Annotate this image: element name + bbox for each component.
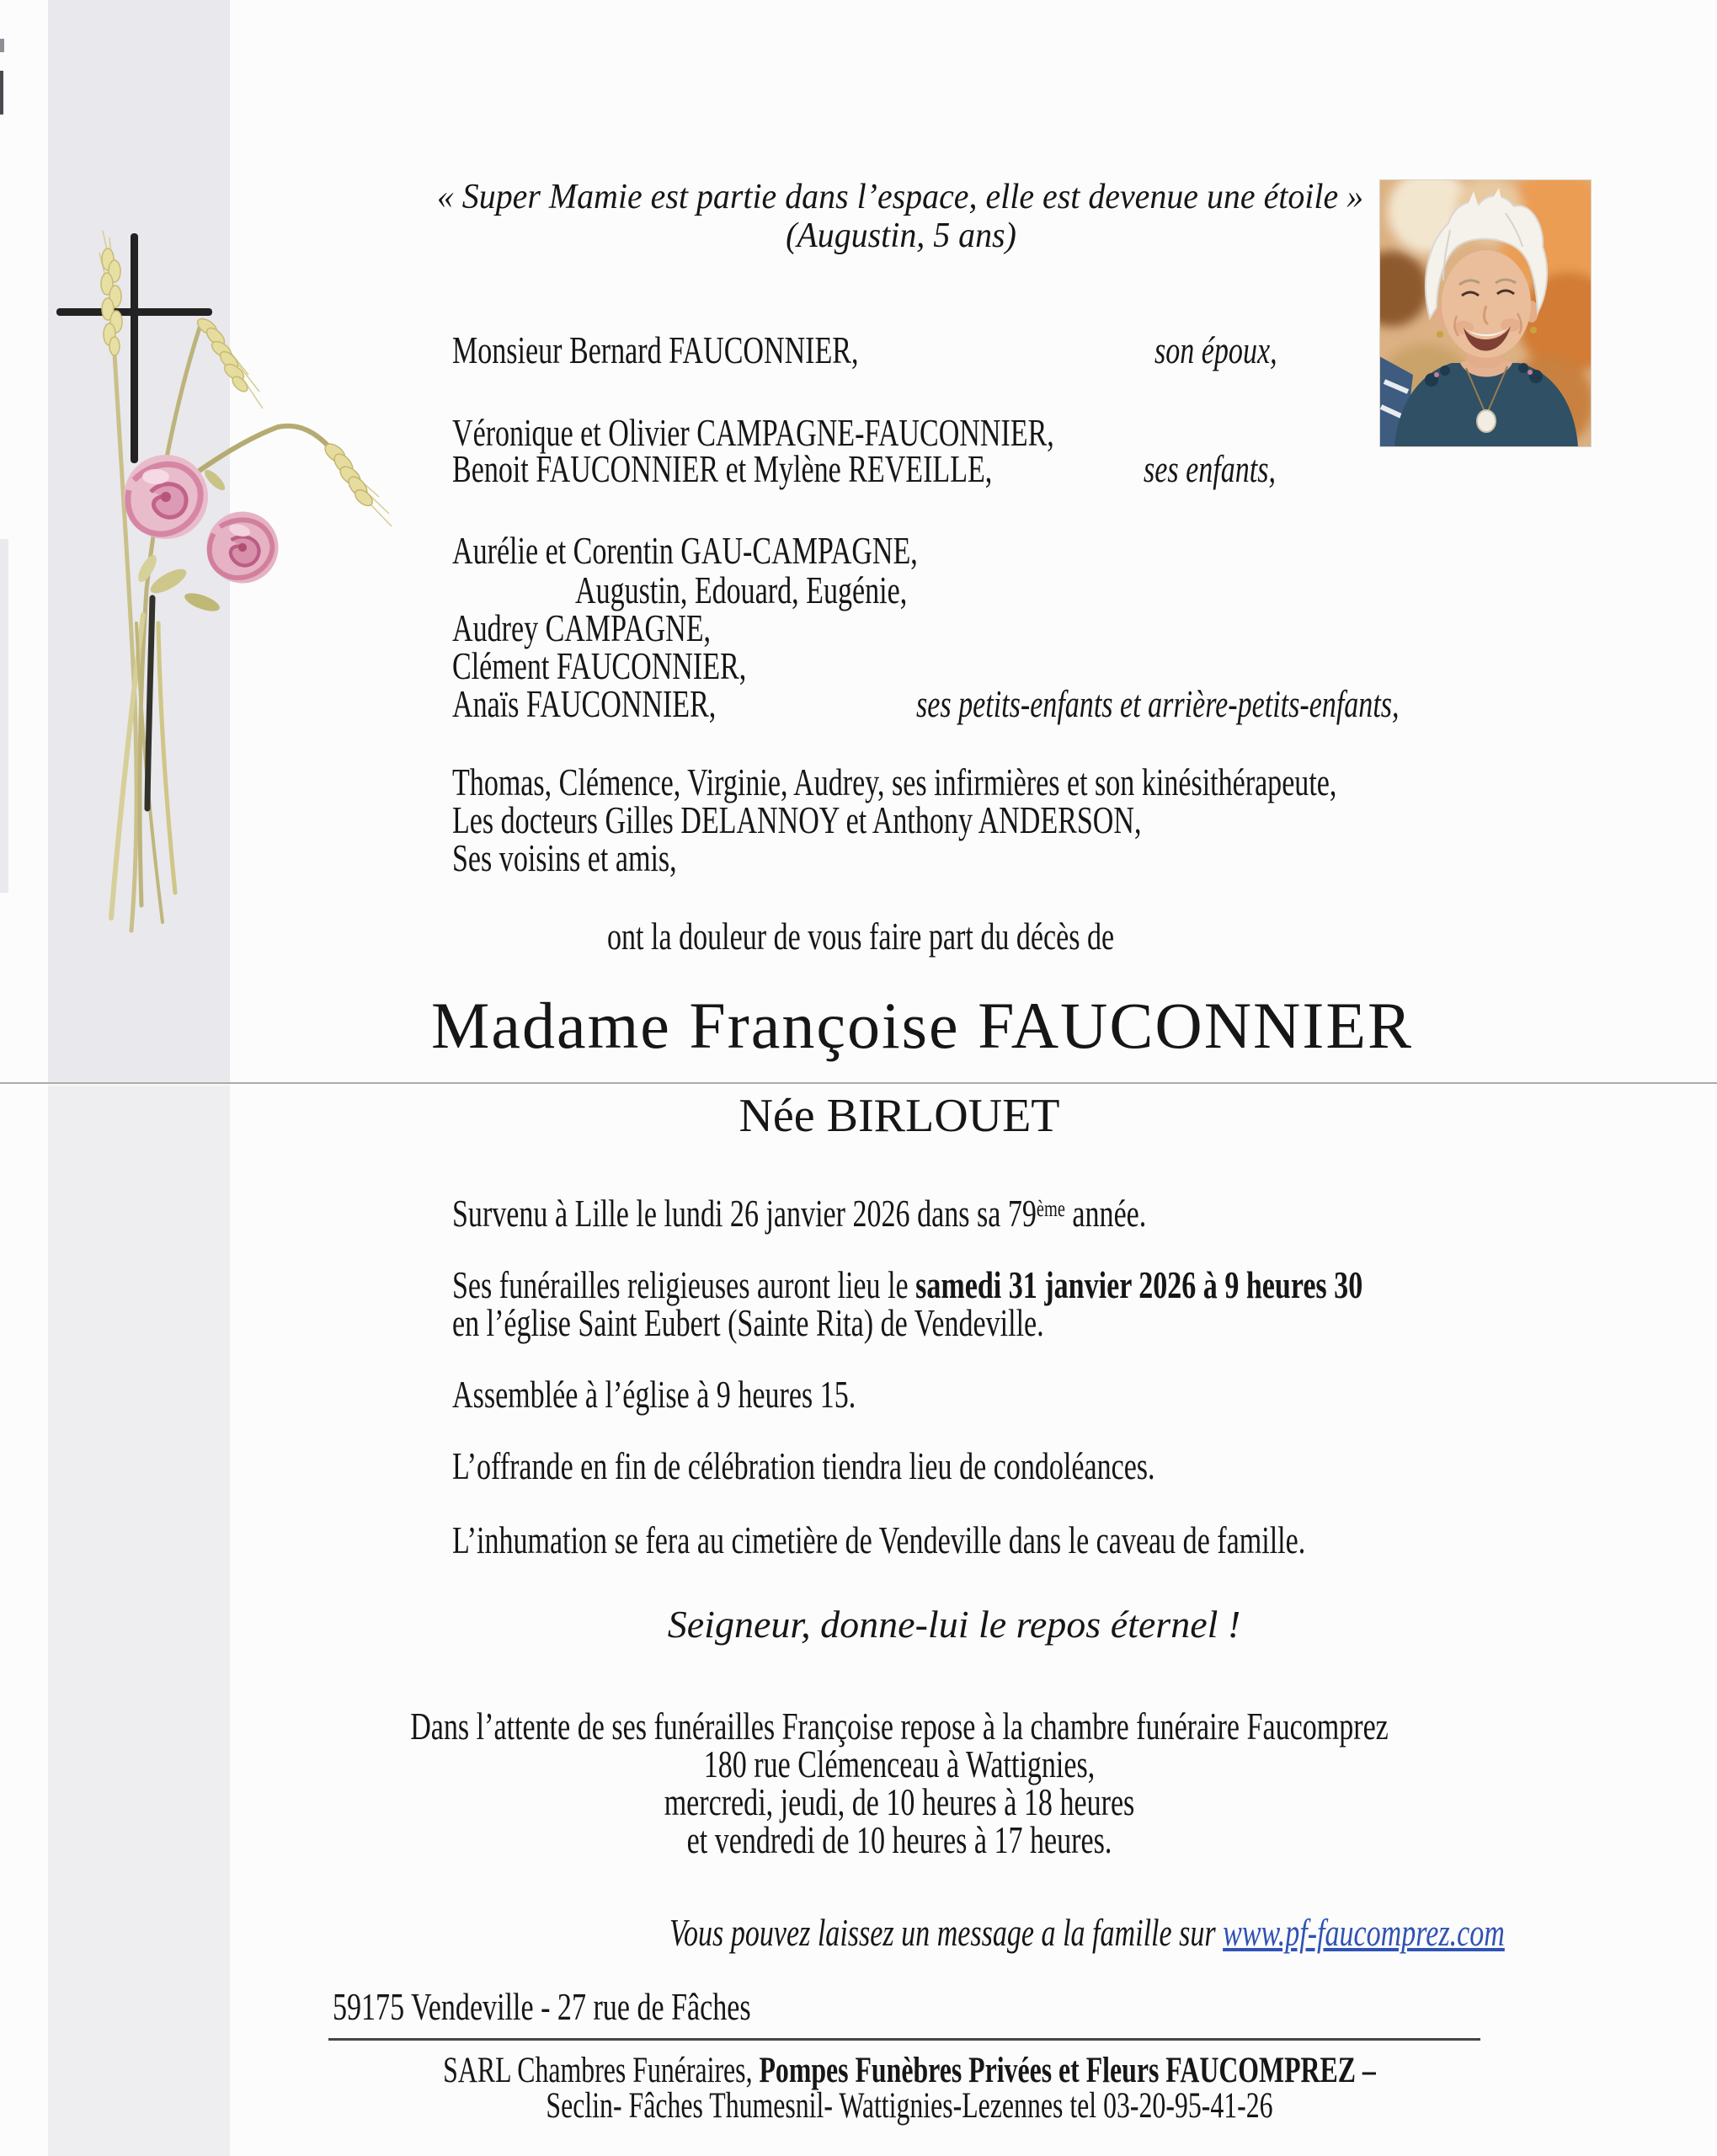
quote-line-2: (Augustin, 5 ans) [786, 216, 1016, 255]
left-gray-band-lower [48, 1084, 230, 2156]
rose-icon [199, 504, 286, 591]
death-text: Survenu à Lille le lundi 26 janvier 2026 dans sa 79 [452, 1192, 1037, 1235]
wheat-ear-icon [322, 440, 392, 526]
offering-line: L’offrande en fin de célébration tiendra lieu de condoléances. [452, 1444, 1155, 1487]
wheat-ear-icon [99, 231, 122, 355]
message-line [669, 1912, 1505, 1954]
scan-artifact [0, 39, 4, 52]
grandchildren-line-1: Aurélie et Corentin GAU-CAMPAGNE, [452, 529, 918, 572]
visitation-line-3: mercredi, jeudi, de 10 heures à 18 heures [664, 1780, 1135, 1823]
visitation-line-2: 180 rue Clémenceau à Wattignies, [703, 1742, 1096, 1785]
assembly-line: Assemblée à l’église à 9 heures 15. [452, 1373, 856, 1416]
burial-line: L’inhumation se fera au cimetière de Vendeville dans le caveau de famille. [452, 1518, 1306, 1561]
grandchildren-line-4: Clément FAUCONNIER, [452, 644, 747, 687]
grandchildren-line-3: Audrey CAMPAGNE, [452, 606, 712, 649]
footer-company-bold: Pompes Funèbres Privées et Fleurs FAUCOMPREZ – [759, 2051, 1376, 2090]
death-superscript: ème [1036, 1194, 1065, 1221]
cross-and-flowers-illustration [42, 227, 396, 943]
scan-artifact [0, 71, 3, 115]
footer-line-2: Seclin- Fâches Thumesnil- Wattignies-Lezennes tel 03-20-95-41-26 [546, 2086, 1273, 2126]
footer-divider [328, 2038, 1480, 2041]
funeral-location-line: en l’église Saint Eubert (Sainte Rita) de Vendeville. [452, 1301, 1044, 1344]
doctors-line: Les docteurs Gilles DELANNOY et Anthony ANDERSON, [452, 798, 1142, 841]
prayer-line: Seigneur, donne-lui le repos éternel ! [667, 1603, 1241, 1646]
dark-stem [147, 598, 152, 808]
funeral-text: Ses funérailles religieuses auront lieu le [452, 1263, 916, 1306]
spouse-line: Monsieur Bernard FAUCONNIER, [452, 328, 859, 371]
wheat-stems [111, 320, 331, 931]
announcement-line: ont la douleur de vous faire part du décès de [607, 915, 1115, 958]
funeral-line [452, 1264, 1362, 1306]
rose-icon [124, 455, 208, 539]
caregivers-line: Thomas, Clémence, Virginie, Audrey, ses infirmières et son kinésithérapeute, [452, 760, 1337, 803]
visitation-line-1: Dans l’attente de ses funérailles Françoise repose à la chambre funéraire Faucomprez [410, 1705, 1389, 1748]
death-text-end: année. [1064, 1192, 1147, 1235]
scan-artifact [0, 539, 8, 893]
portrait-photo [1379, 179, 1592, 447]
footer-line-1 [443, 2052, 1376, 2090]
death-line [452, 1193, 1146, 1235]
deceased-name: Madame Françoise FAUCONNIER [430, 989, 1414, 1062]
memorial-cross-icon [56, 233, 212, 463]
quote-line-1: « Super Mamie est partie dans l’espace, elle est devenue une étoile » [436, 178, 1364, 216]
visitation-line-4: et vendredi de 10 heures à 17 heures. [686, 1818, 1112, 1861]
children-line-2: Benoit FAUCONNIER et Mylène REVEILLE, [452, 447, 993, 490]
grandchildren-line-2: Augustin, Edouard, Eugénie, [575, 568, 908, 611]
funeral-date-bold: samedi 31 janvier 2026 à 9 heures 30 [915, 1263, 1363, 1306]
footer-company-prefix: SARL Chambres Funéraires, [443, 2051, 760, 2090]
neighbors-line: Ses voisins et amis, [452, 836, 677, 879]
relation-spouse: son époux, [1154, 328, 1277, 371]
address-line: 59175 Vendeville - 27 rue de Fâches [333, 1985, 751, 2028]
fold-line [0, 1082, 1717, 1084]
relation-grandchildren: ses petits-enfants et arrière-petits-enfants, [916, 682, 1400, 725]
website-link[interactable]: www.pf-faucomprez.com [1223, 1911, 1505, 1954]
children-line-1: Véronique et Olivier CAMPAGNE-FAUCONNIER, [452, 411, 1054, 454]
wheat-ear-icon [195, 316, 263, 408]
grandchildren-line-5: Anaïs FAUCONNIER, [452, 682, 717, 725]
relation-children: ses enfants, [1144, 447, 1276, 490]
message-text: Vous pouvez laissez un message a la famille sur [669, 1911, 1224, 1954]
maiden-name: Née BIRLOUET [739, 1090, 1060, 1142]
